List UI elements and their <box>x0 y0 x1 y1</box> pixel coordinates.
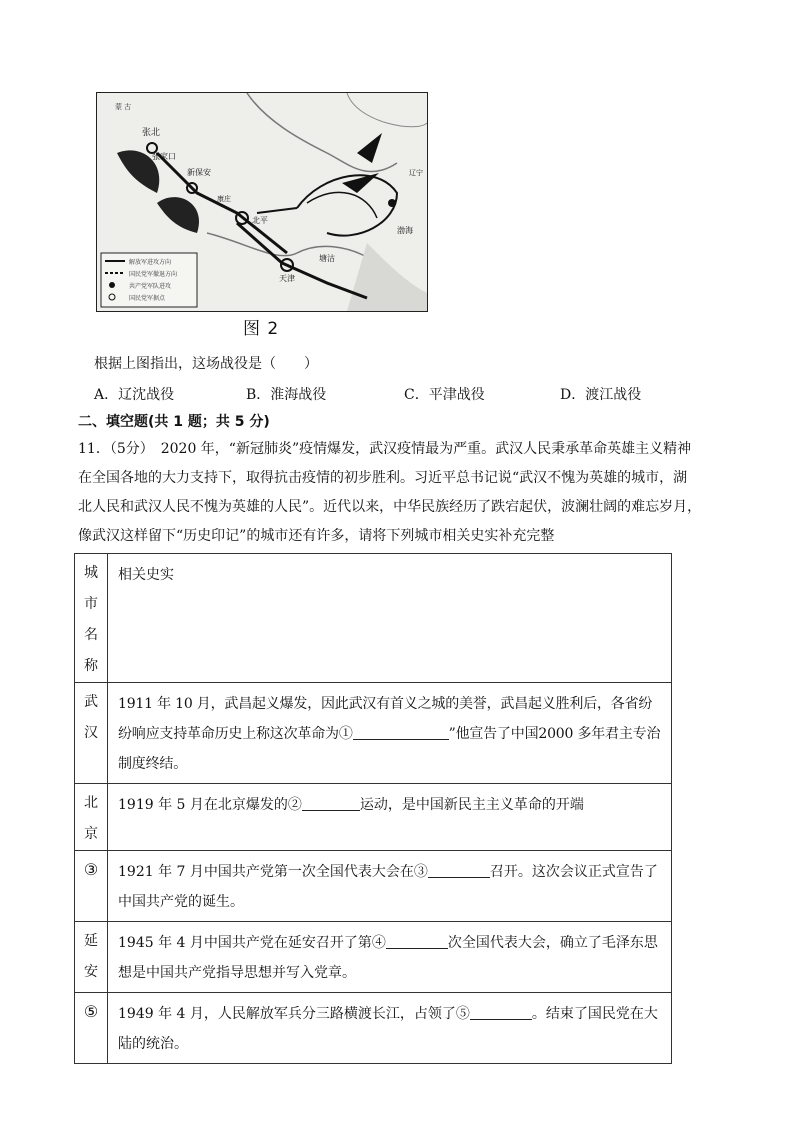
city-char: 汉 <box>84 725 98 741</box>
city-char: 北 <box>84 795 98 811</box>
city-cell <box>75 922 108 993</box>
option-a-text: 辽沈战役 <box>118 387 175 403</box>
city-char: 武 <box>84 694 98 710</box>
city-cell <box>75 784 108 851</box>
fact-text: 召开。这次会议正式宣告了中国共产党的诞生。 <box>118 864 658 910</box>
fact-text: ”他宣告了中国2000 多年君主专治制度终结。 <box>118 726 661 772</box>
city-char: 安 <box>84 964 98 980</box>
option-b-letter: B． <box>246 387 271 403</box>
header-city-cell <box>75 554 108 683</box>
option-b <box>246 384 326 404</box>
answer-blank-4[interactable] <box>386 934 448 949</box>
question-11-line-3: 北人民和武汉人民不愧为英雄的人民”。近代以来，中华民族经历了跌宕起伏，波澜壮阔的难忘岁月， <box>78 499 702 515</box>
table-row <box>75 683 672 784</box>
fact-cell <box>108 851 672 922</box>
option-c-text: 平津战役 <box>428 387 485 403</box>
option-b-text: 淮海战役 <box>270 387 327 403</box>
fact-text: 1949 年 4 月，人民解放军兵分三路横渡长江，占领了 <box>118 1006 456 1022</box>
blank-number: ③ <box>413 864 428 880</box>
option-c-letter: C． <box>404 387 429 403</box>
city-char: 京 <box>84 826 98 842</box>
option-a <box>94 384 174 404</box>
legend-item-4: 国民党军据点 <box>129 295 166 302</box>
map-label-tianjin: 天津 <box>279 274 295 283</box>
answer-blank-1[interactable] <box>353 725 449 740</box>
map-label-zhangbei: 张北 <box>142 128 161 138</box>
fact-text: 。结束了国民党在大陆的统治。 <box>118 1006 658 1052</box>
map-label-north: 蒙 古 <box>115 103 132 111</box>
city-char: ⑤ <box>83 1002 99 1021</box>
fact-cell <box>108 922 672 993</box>
city-cell <box>75 683 108 784</box>
table-row <box>75 851 672 922</box>
fact-cell <box>108 683 672 784</box>
fact-text: 运动，是中国新民主主义革命的开端 <box>359 797 584 813</box>
map-label-sea: 渤海 <box>397 226 413 235</box>
table-row <box>75 993 672 1064</box>
answer-blank-2[interactable] <box>302 796 360 811</box>
answer-blank-5[interactable] <box>470 1005 532 1020</box>
question-11-line-1: 11．（5分） 2020 年，“新冠肺炎”疫情爆发，武汉疫情最为严重。武汉人民秉承革命英雄主义精神 <box>78 441 692 457</box>
table-header-row <box>75 554 672 683</box>
blank-number: ② <box>287 797 302 813</box>
battle-map-figure <box>96 92 428 312</box>
table-row <box>75 784 672 851</box>
city-char: 延 <box>84 933 98 949</box>
option-d-letter: D． <box>560 387 586 403</box>
table-row <box>75 922 672 993</box>
map-label-xinbaoan: 新保安 <box>187 168 211 177</box>
fact-cell <box>108 993 672 1064</box>
battle-map-graphic <box>97 93 427 311</box>
blank-number: ⑤ <box>455 1006 470 1022</box>
option-d-text: 渡江战役 <box>585 387 642 403</box>
option-a-letter: A． <box>94 387 119 403</box>
fact-text: 1945 年 4 月中国共产党在延安召开了第 <box>118 935 372 951</box>
city-char: ③ <box>83 860 99 879</box>
city-cell <box>75 851 108 922</box>
fact-text: 1921 年 7 月中国共产党第一次全国代表大会在 <box>118 864 414 880</box>
legend-item-3: 共产党军队进攻 <box>129 283 172 290</box>
question-10-stem: 根据上图指出，这场战役是（ ） <box>94 356 318 372</box>
header-city-char: 市 <box>84 596 98 612</box>
map-label-kangzhuang: 康庄 <box>217 195 231 203</box>
fact-text: 1919 年 5 月在北京爆发的 <box>118 797 288 813</box>
option-c <box>404 384 485 404</box>
map-label-liaoning: 辽宁 <box>409 169 423 177</box>
question-11-line-4: 像武汉这样留下“历史印记”的城市还有许多，请将下列城市相关史实补充完整 <box>78 528 555 544</box>
fact-text: 次全国代表大会，确立了毛泽东思想是中国共产党指导思想并写入党章。 <box>118 935 658 981</box>
header-city-char: 城 <box>84 565 98 581</box>
header-city-char: 名 <box>84 627 98 643</box>
blank-number: ④ <box>371 935 386 951</box>
answer-blank-3[interactable] <box>428 863 490 878</box>
map-label-beiping: 北平 <box>252 216 268 225</box>
legend-item-1: 解放军进攻方向 <box>129 259 172 266</box>
section-title: 二、填空题(共 1 题；共 5 分) <box>78 414 270 430</box>
figure-caption: 图 2 <box>243 319 280 339</box>
fact-text: 1911 年 10 月，武昌起义爆发，因此武汉有首义之城的美誉，武昌起义胜利后，各省纷纷响应支持革命历史上称这次革命为 <box>118 696 653 742</box>
map-label-tanggu: 塘沽 <box>319 254 335 263</box>
city-history-table <box>74 553 672 1064</box>
legend-item-2: 国民党军撤退方向 <box>129 271 178 278</box>
city-cell <box>75 993 108 1064</box>
header-city-char: 称 <box>84 658 98 674</box>
fact-cell <box>108 784 672 851</box>
header-facts-cell: 相关史实 <box>108 554 672 683</box>
map-label-zhangjiakou: 张家口 <box>152 152 176 161</box>
blank-number: ① <box>338 726 353 742</box>
question-11-line-2: 在全国各地的大力支持下，取得抗击疫情的初步胜利。习近平总书记说“武汉不愧为英雄的城市，湖 <box>78 470 688 486</box>
option-d <box>560 384 641 404</box>
